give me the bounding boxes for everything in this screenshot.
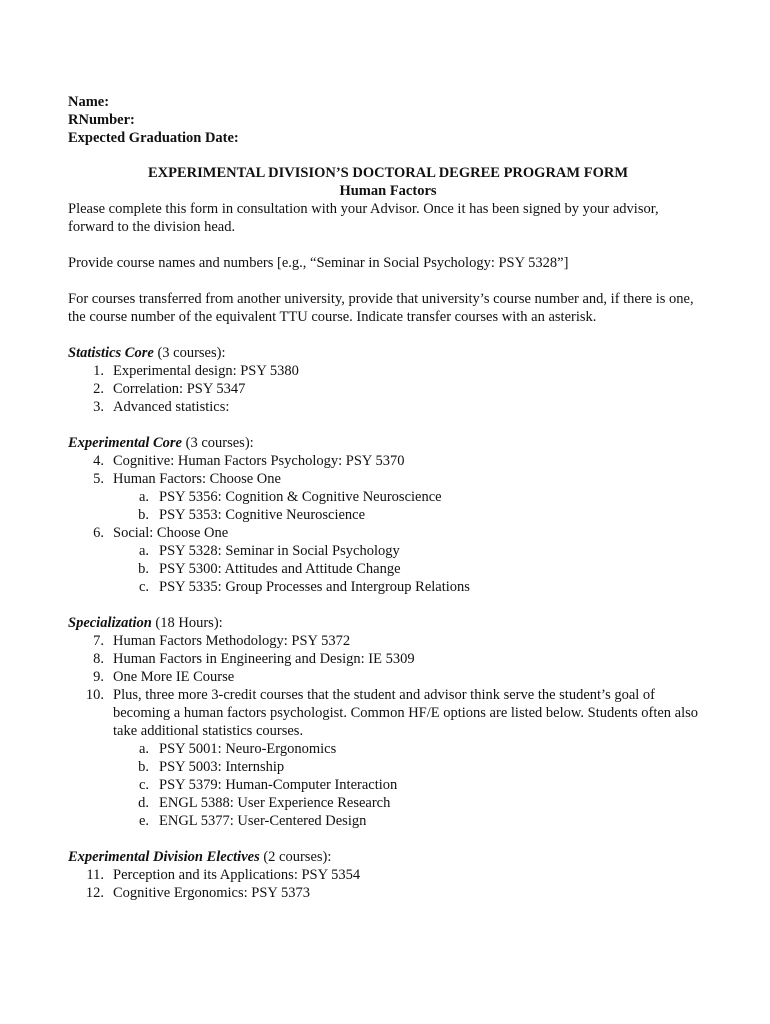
statistics-core-heading xyxy=(68,344,708,362)
statistics-core-list xyxy=(68,362,708,416)
sub-item-text: PSY 5001: Neuro-Ergonomics xyxy=(159,741,337,757)
item-text: Cognitive: Human Factors Psychology: PSY 5370 xyxy=(113,453,405,469)
item-number: 3. xyxy=(93,399,104,415)
electives-list xyxy=(68,866,708,902)
item-text: One More IE Course xyxy=(113,669,235,685)
item-number: 2. xyxy=(93,381,104,397)
list-item xyxy=(68,452,708,470)
sub-item-text: ENGL 5377: User-Centered Design xyxy=(159,813,367,829)
list-item xyxy=(68,650,708,668)
section-title: Experimental Division Electives xyxy=(68,849,260,865)
item-text: Human Factors: Choose One xyxy=(113,471,281,487)
item-text: Correlation: PSY 5347 xyxy=(113,381,246,397)
sub-list-item xyxy=(68,758,708,776)
item-number: 7. xyxy=(93,633,104,649)
item-text: Human Factors in Engineering and Design: IE 5309 xyxy=(113,651,415,667)
sub-item-text: ENGL 5388: User Experience Research xyxy=(159,795,391,811)
header-fields xyxy=(68,93,708,147)
item-text: Plus, three more 3-credit courses that the student and advisor think serve the student’s goal of becoming a human factors psychologist. Common HF/E options are listed below. Students often also take additional statistics courses. xyxy=(113,687,699,739)
graduation-date-label: Expected Graduation Date: xyxy=(68,130,239,146)
list-item xyxy=(68,884,708,902)
sub-item-text: PSY 5335: Group Processes and Intergroup Relations xyxy=(159,579,470,595)
sub-item-text: PSY 5353: Cognitive Neuroscience xyxy=(159,507,366,523)
sub-list-item xyxy=(68,578,708,596)
item-text: Cognitive Ergonomics: PSY 5373 xyxy=(113,885,310,901)
list-item xyxy=(68,866,708,884)
sub-list-item xyxy=(68,740,708,758)
sub-item-letter: b. xyxy=(138,759,149,775)
item-text: Experimental design: PSY 5380 xyxy=(113,363,299,379)
item-text: Perception and its Applications: PSY 5354 xyxy=(113,867,361,883)
list-item xyxy=(68,686,708,740)
intro-paragraph-2: Provide course names and numbers [e.g., “Seminar in Social Psychology: PSY 5328”] xyxy=(68,255,569,271)
sub-item-letter: b. xyxy=(138,561,149,577)
item-text: Advanced statistics: xyxy=(113,399,230,415)
item-number: 4. xyxy=(93,453,104,469)
sub-item-letter: b. xyxy=(138,507,149,523)
item-number: 5. xyxy=(93,471,104,487)
item-number: 9. xyxy=(93,669,104,685)
sub-item-letter: d. xyxy=(138,795,149,811)
sub-list-item xyxy=(68,812,708,830)
section-note: (2 courses): xyxy=(259,849,332,865)
sub-list-item xyxy=(68,560,708,578)
section-note: (3 courses): xyxy=(182,435,254,451)
intro-paragraph-1: Please complete this form in consultation with your Advisor. Once it has been signed by your advisor, forward to the division head. xyxy=(68,201,659,235)
section-title: Experimental Core xyxy=(68,435,182,451)
form-subtitle: Human Factors xyxy=(339,183,437,199)
form-page xyxy=(68,93,708,902)
sub-item-letter: a. xyxy=(138,489,149,505)
rnumber-label: RNumber: xyxy=(68,112,135,128)
form-title: EXPERIMENTAL DIVISION’S DOCTORAL DEGREE PROGRAM FORM xyxy=(147,165,629,181)
section-note: (3 courses): xyxy=(153,345,226,361)
item-number: 8. xyxy=(93,651,104,667)
sub-item-text: PSY 5300: Attitudes and Attitude Change xyxy=(159,561,401,577)
section-title: Statistics Core xyxy=(68,345,154,361)
sub-item-letter: e. xyxy=(138,813,149,829)
electives-heading xyxy=(68,848,708,866)
section-note: (18 Hours): xyxy=(151,615,223,631)
sub-item-text: PSY 5356: Cognition & Cognitive Neuroscience xyxy=(159,489,442,505)
experimental-core-list xyxy=(68,452,708,596)
list-item xyxy=(68,362,708,380)
list-item xyxy=(68,470,708,488)
list-item xyxy=(68,380,708,398)
item-number: 12. xyxy=(85,885,104,901)
list-item xyxy=(68,524,708,542)
experimental-core-heading xyxy=(68,434,708,452)
section-title: Specialization xyxy=(68,615,152,631)
sub-item-text: PSY 5379: Human-Computer Interaction xyxy=(159,777,398,793)
name-label: Name: xyxy=(68,94,110,110)
list-item xyxy=(68,632,708,650)
list-item xyxy=(68,668,708,686)
sub-item-letter: a. xyxy=(138,741,149,757)
specialization-list xyxy=(68,632,708,830)
sub-item-letter: a. xyxy=(138,543,149,559)
specialization-heading xyxy=(68,614,708,632)
sub-list-item xyxy=(68,542,708,560)
sub-item-letter: c. xyxy=(138,579,149,595)
sub-item-text: PSY 5328: Seminar in Social Psychology xyxy=(159,543,400,559)
item-number: 6. xyxy=(93,525,104,541)
sub-item-text: PSY 5003: Internship xyxy=(159,759,285,775)
sub-item-letter: c. xyxy=(138,777,149,793)
sub-list-item xyxy=(68,794,708,812)
sub-list-item xyxy=(68,488,708,506)
item-text: Social: Choose One xyxy=(113,525,229,541)
intro-paragraph-3: For courses transferred from another university, provide that university’s course number and, if there is one, the course number of the equivalent TTU course. Indicate transfer courses with an asterisk. xyxy=(68,291,694,325)
item-number: 11. xyxy=(86,867,104,883)
sub-list-item xyxy=(68,776,708,794)
item-number: 10. xyxy=(85,687,104,703)
item-number: 1. xyxy=(93,363,104,379)
item-text: Human Factors Methodology: PSY 5372 xyxy=(113,633,351,649)
sub-list-item xyxy=(68,506,708,524)
list-item xyxy=(68,398,708,416)
